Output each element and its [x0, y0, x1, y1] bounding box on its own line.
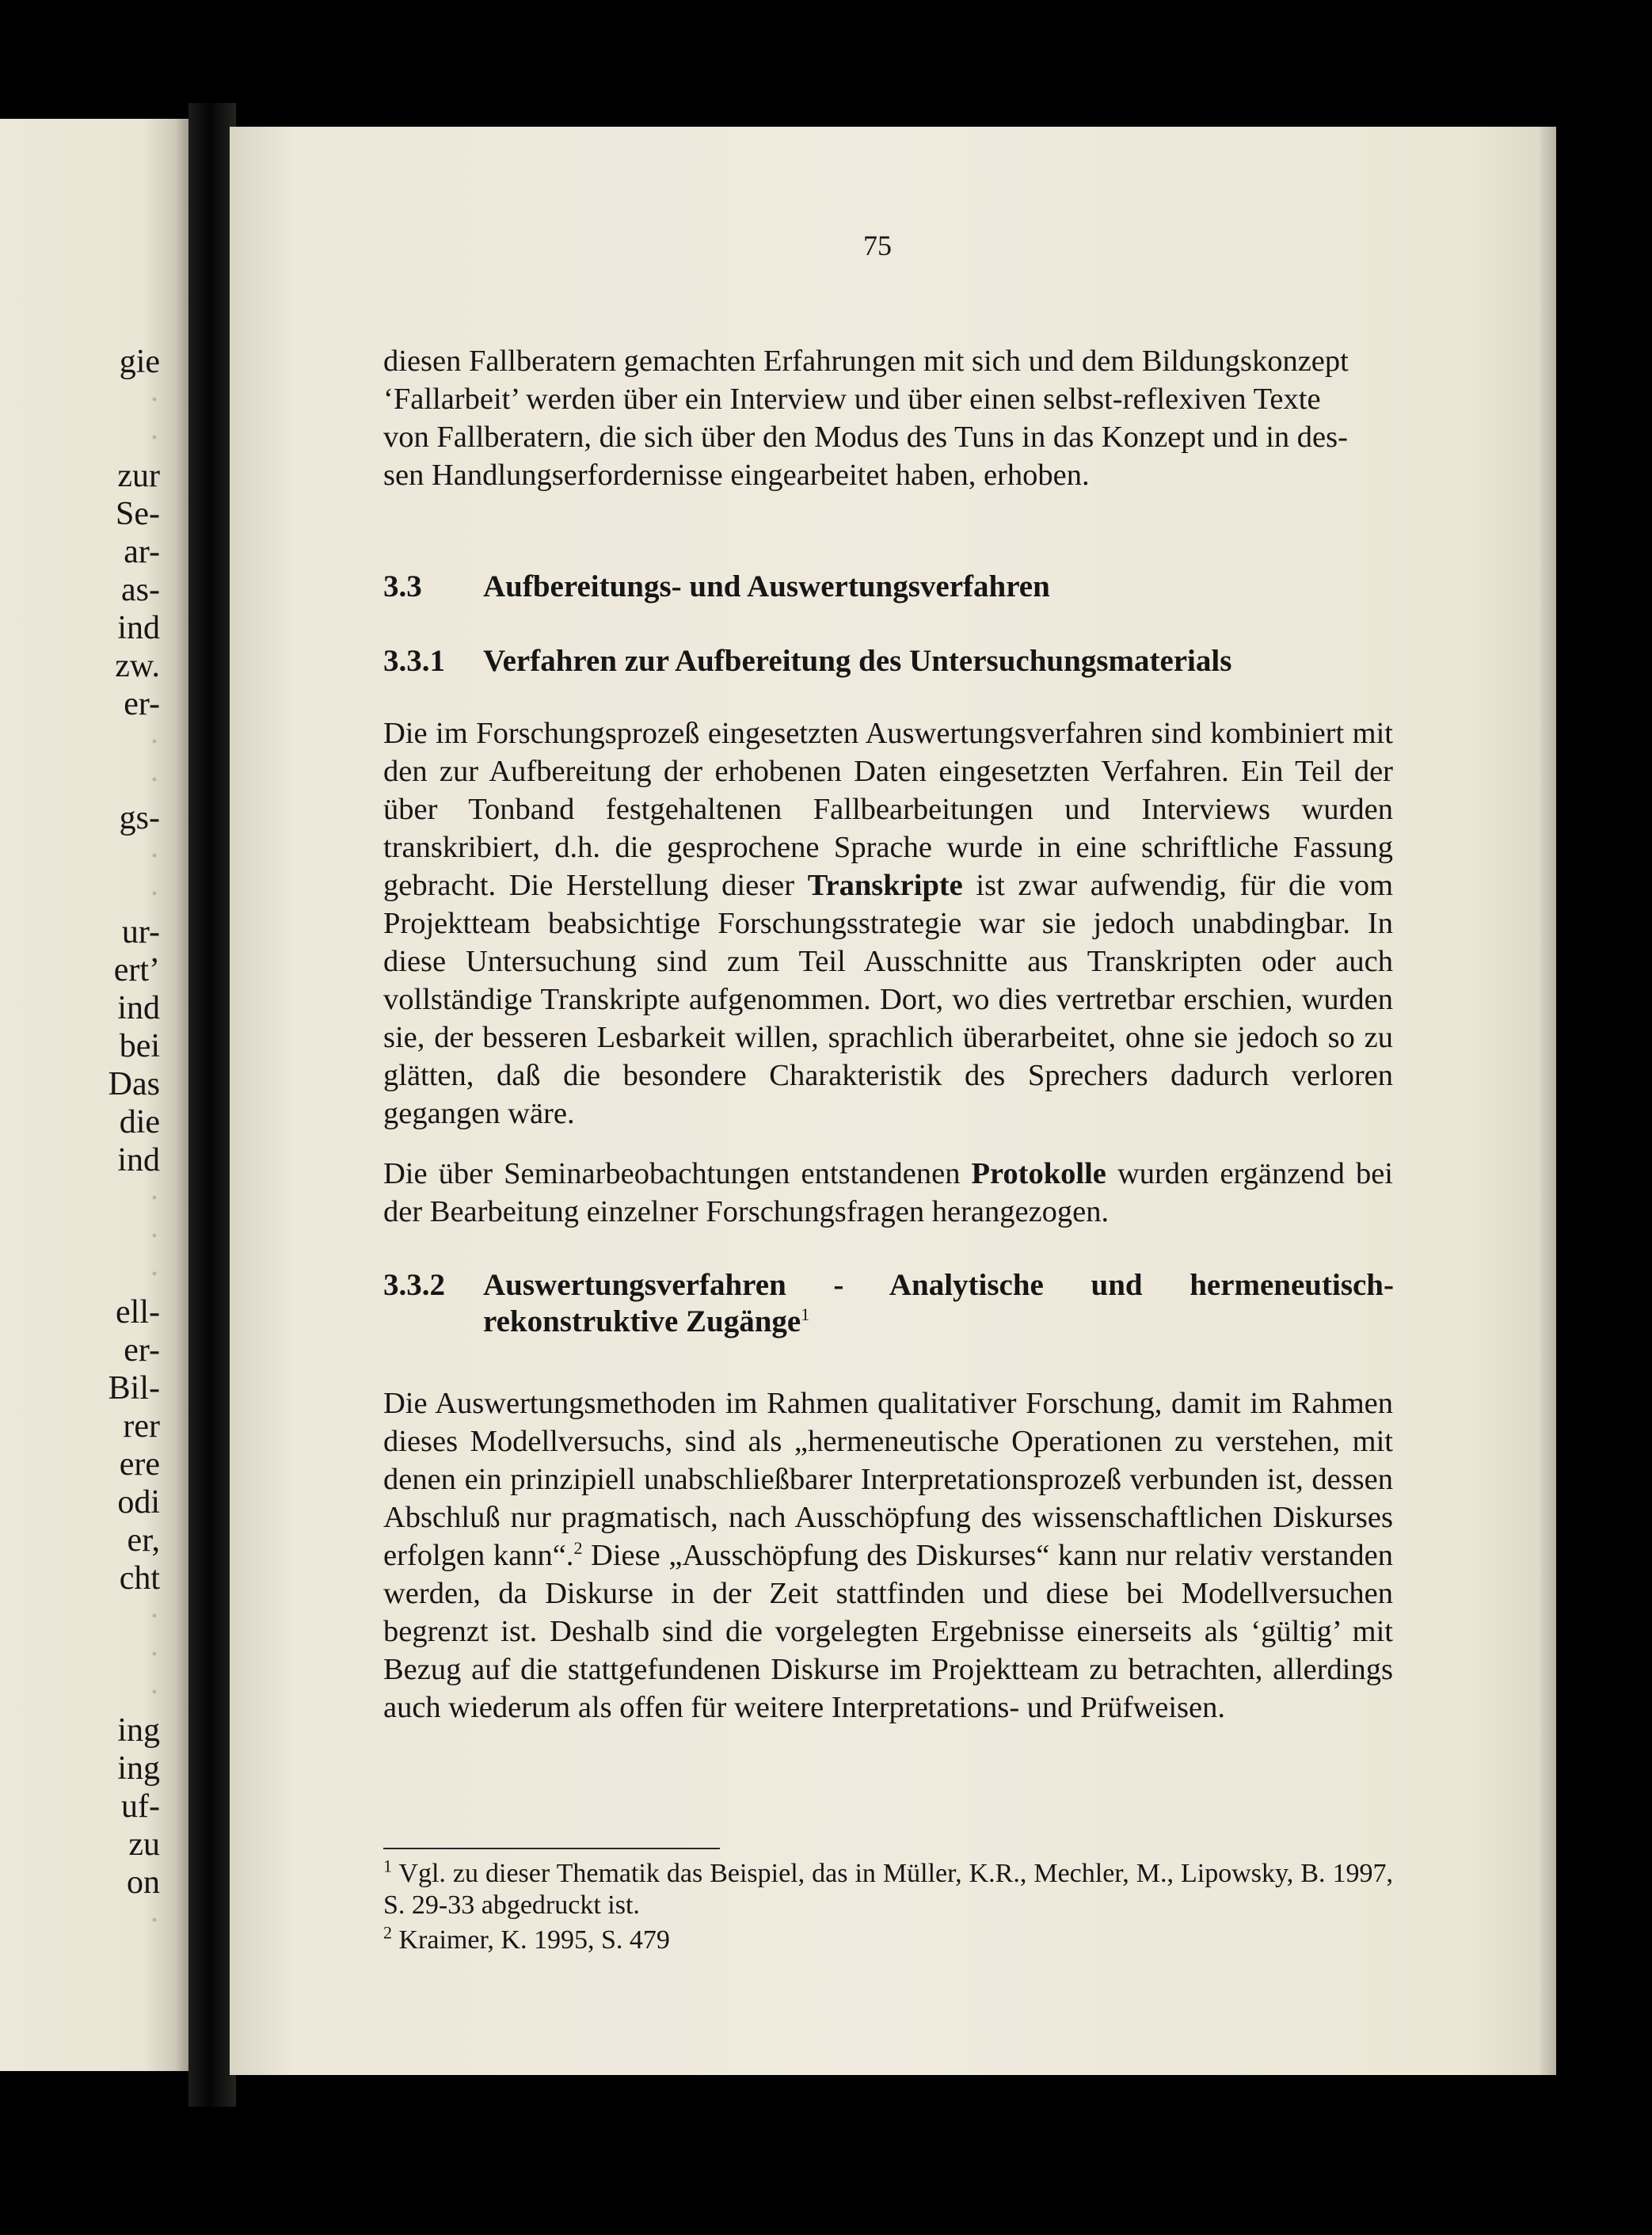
page-edge: [1540, 127, 1556, 2075]
paragraph-text: Diese „Ausschöpfung des Diskurses“ kann nur relativ verstanden werden, da Diskurse in der Zeit stattfinden und diese bei Modellversuchen begrenzt ist. Deshalb sind die vorgelegten Ergebnisse einerseits als ‘gültig’ mit Bezug auf die stattgefundenen Diskurse im Projektteam zu betrachten, allerdings auch wiederum als offen für weitere Interpretations- und Prüfweisen.: [383, 1539, 1394, 1724]
left-page-line-fragment: cht: [119, 1560, 160, 1597]
footnote-divider: [383, 1848, 720, 1849]
section-number: 3.3: [383, 569, 422, 603]
book-gutter: [188, 103, 236, 2107]
left-page-line-fragment: uf-: [121, 1788, 160, 1825]
left-page-line-fragment: ell-: [116, 1294, 160, 1331]
left-page-line-fragment: ·: [149, 1256, 160, 1293]
left-page-line-fragment: ·: [149, 1636, 160, 1673]
intro-paragraph: [383, 342, 1393, 494]
bold-term-transkripte: Transkripte: [807, 869, 963, 902]
left-page-line-fragment: ·: [149, 876, 160, 912]
left-page-line-fragment: zu: [128, 1826, 160, 1863]
footnote-mark: 1: [383, 1856, 392, 1876]
intro-line: sen Handlungserfordernisse eingearbeitet haben, erhoben.: [383, 459, 1090, 492]
left-page-line-fragment: rer: [123, 1408, 160, 1445]
left-page-line-fragment: ind: [117, 990, 160, 1026]
section-heading-3-3-1: [383, 643, 1405, 680]
bold-term-protokolle: Protokolle: [971, 1157, 1106, 1190]
footnote-mark: 2: [383, 1922, 392, 1943]
left-page-line-fragment: gie: [119, 344, 160, 380]
paragraph-text: ist zwar aufwendig, für die vom Projektteam beabsichtige Forschungsstrategie war sie jedoch unabdingbar. In diese Untersuchung sind zum Teil Ausschnitte aus Transkripten oder auch vollständige Transkripte aufgenommen. Dort, wo dies vertretbar erschien, wurden sie, der besseren Lesbarkeit willen, sprachlich überarbeitet, ohne sie jedoch so zu glätten, daß die besondere Charakteristik des Sprechers dadurch verloren gegangen wäre.: [383, 869, 1394, 1130]
left-page-line-fragment: bei: [119, 1028, 160, 1064]
left-page-line-fragment: zw.: [115, 648, 160, 684]
paragraph-text: wurden ergänzend bei der Bearbeitung einzelner Forschungsfragen herangezogen.: [383, 1157, 1394, 1228]
paragraph-text: Die im Forschungsprozeß eingesetzten Auswertungsverfahren sind kombiniert mit den zur Aufbereitung der erhobenen Daten eingesetzten Verfahren. Ein Teil der über Tonband festgehaltenen Fallbearbeitungen und Interviews wurden transkribiert, d.h. die gesprochene Sprache wurde in eine schriftliche Fassung gebracht. Die Herstellung dieser: [383, 717, 1393, 902]
left-page-line-fragment: Das: [108, 1066, 160, 1102]
left-page-line-fragment: ·: [149, 1902, 160, 1939]
intro-line: ‘Fallarbeit’ werden über ein Interview und über einen selbst-reflexiven Texte: [383, 383, 1321, 416]
left-page-line-fragment: ing: [117, 1750, 160, 1787]
left-page-line-fragment: Bil-: [108, 1370, 160, 1407]
left-page-line-fragment: zur: [117, 458, 160, 494]
footnote-2: [383, 1922, 1393, 1956]
footnote-reference: 2: [573, 1538, 583, 1559]
section-title: Auswertungsverfahren - Analytische und hermeneutisch-rekonstruktive Zugänge: [483, 1268, 1394, 1338]
paragraph-text: Die Auswertungsmethoden im Rahmen qualitativer Forschung, damit im Rahmen dieses Modellversuchs, sind als „hermeneutische Operationen zu verstehen, mit denen ein prinzipiell unabschließbarer Interpretationsprozeß verbunden ist, dessen Abschluß nur pragmatisch, nach Ausschöpfung des wissenschaftlichen Diskurses erfolgen kann“.: [383, 1387, 1393, 1572]
left-page-line-fragment: ind: [117, 1142, 160, 1178]
left-page-line-fragment: ·: [149, 1674, 160, 1711]
left-page-line-fragment: ind: [117, 610, 160, 646]
left-page-line-fragment: ·: [149, 838, 160, 874]
left-page-line-fragment: ing: [117, 1712, 160, 1749]
section-heading-3-3-2: [383, 1267, 1405, 1340]
left-page-line-fragment: ere: [119, 1446, 160, 1483]
intro-line: von Fallberatern, die sich über den Modus des Tuns in das Konzept und in des-: [383, 421, 1348, 454]
left-page-line-fragment: die: [119, 1104, 160, 1140]
section-number: 3.3.2: [383, 1268, 445, 1302]
left-page-line-fragment: ·: [149, 1218, 160, 1255]
left-page-line-fragment: ·: [149, 382, 160, 418]
left-page-line-fragment: Se-: [116, 496, 160, 532]
section-heading-3-3: [383, 569, 1405, 605]
left-page-line-fragment: er-: [124, 686, 160, 722]
paragraph-transkripte: [383, 714, 1393, 1133]
left-page-line-fragment: ar-: [124, 534, 160, 570]
footnote-text: Vgl. zu dieser Thematik das Beispiel, das in Müller, K.R., Mechler, M., Lipowsky, B. 1997, S. 29-33 abgedruckt ist.: [383, 1859, 1393, 1920]
footnote-reference: 1: [801, 1304, 810, 1324]
left-page-line-fragment: ert’: [113, 952, 160, 988]
section-title: Verfahren zur Aufbereitung des Untersuchungsmaterials: [483, 644, 1232, 678]
left-page-line-fragment: on: [127, 1864, 160, 1901]
footnote-1: [383, 1858, 1393, 1921]
page-number: 75: [863, 230, 892, 261]
section-title: Aufbereitungs- und Auswertungsverfahren: [483, 569, 1050, 603]
left-page-line-fragment: as-: [121, 572, 160, 608]
previous-page-fragment: [0, 119, 190, 2071]
left-page-line-fragment: ·: [149, 420, 160, 456]
paragraph-auswertungsmethoden: [383, 1384, 1393, 1727]
left-page-line-fragment: ·: [149, 1598, 160, 1635]
intro-line: diesen Fallberatern gemachten Erfahrungen mit sich und dem Bildungskonzept: [383, 345, 1349, 378]
section-number: 3.3.1: [383, 644, 445, 678]
left-page-line-fragment: ·: [149, 724, 160, 760]
left-page-line-fragment: ur-: [121, 914, 160, 950]
left-page-line-fragment: er-: [124, 1332, 160, 1369]
left-page-line-fragment: er,: [127, 1522, 160, 1559]
paragraph-protokolle: [383, 1155, 1393, 1231]
footnote-text: Kraimer, K. 1995, S. 479: [398, 1925, 670, 1955]
paragraph-text: Die über Seminarbeobachtungen entstandenen: [383, 1157, 961, 1190]
left-page-line-fragment: ·: [149, 762, 160, 798]
left-page-line-fragment: odi: [117, 1484, 160, 1521]
left-page-line-fragment: gs-: [119, 800, 160, 836]
left-page-line-fragment: ·: [149, 1180, 160, 1216]
